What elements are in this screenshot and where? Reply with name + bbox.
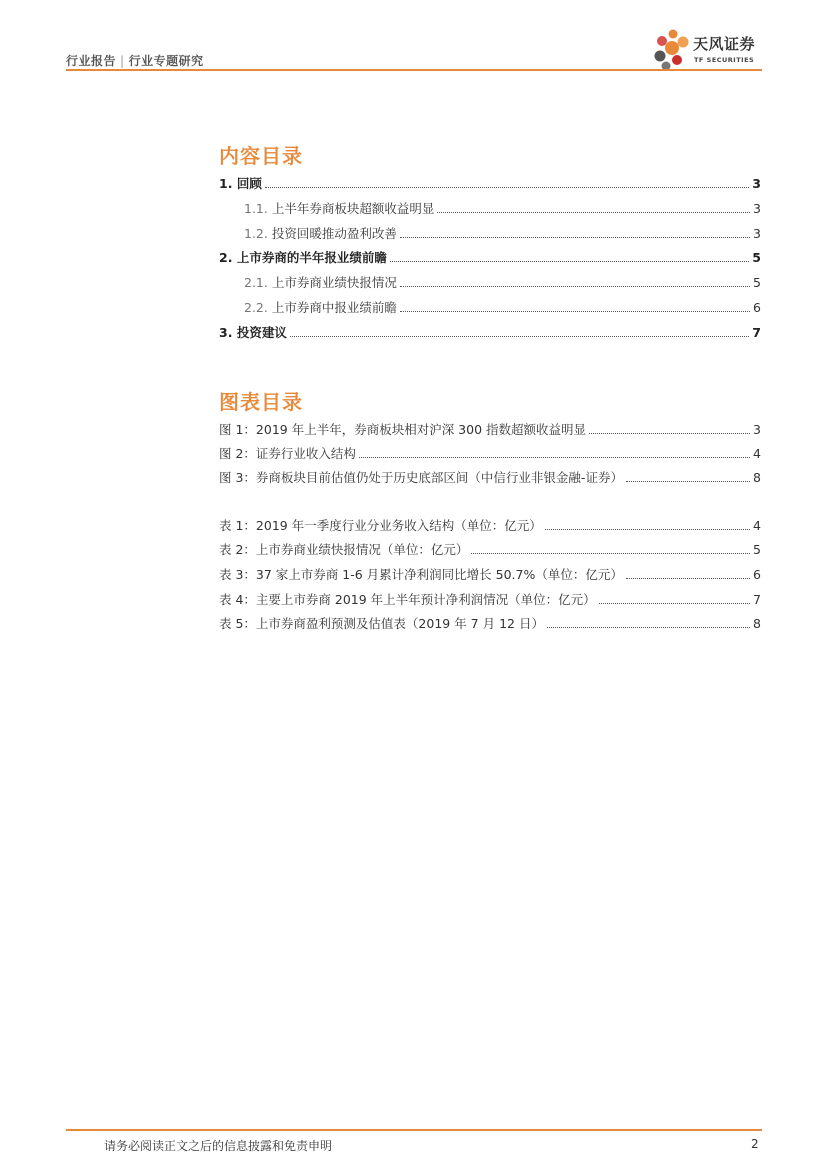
dot-leader xyxy=(400,237,750,238)
table-item-page: 4 xyxy=(753,518,761,533)
toc-item[interactable] xyxy=(219,323,761,341)
header-separator: | xyxy=(120,54,125,68)
figure-item-label: 图 1：2019 年上半年，券商板块相对沪深 300 指数超额收益明显 xyxy=(219,422,587,437)
figure-item-page: 8 xyxy=(753,470,761,485)
toc-item[interactable] xyxy=(219,224,761,242)
dot-leader xyxy=(437,212,750,213)
toc-item[interactable] xyxy=(219,273,761,291)
table-item-label: 表 4：主要上市券商 2019 年上半年预计净利润情况（单位：亿元） xyxy=(219,592,596,607)
table-item[interactable] xyxy=(219,590,761,608)
toc-item-label: 1.2. 投资回暖推动盈利改善 xyxy=(244,226,397,241)
figures-title: 图表目录 xyxy=(219,390,303,414)
dot-leader xyxy=(547,627,750,628)
table-item[interactable] xyxy=(219,565,761,583)
table-item-page: 7 xyxy=(753,592,761,607)
brand-logo xyxy=(650,26,768,72)
dot-leader xyxy=(626,578,750,579)
toc-item-page: 6 xyxy=(753,300,761,315)
footer-disclaimer: 请务必阅读正文之后的信息披露和免责申明 xyxy=(104,1139,333,1153)
table-item-label: 表 1：2019 年一季度行业分业务收入结构（单位：亿元） xyxy=(219,518,542,533)
dot-leader xyxy=(545,529,750,530)
figure-item-label: 图 2：证券行业收入结构 xyxy=(219,446,356,461)
dot-leader xyxy=(359,457,750,458)
toc-item-page: 3 xyxy=(753,201,761,216)
dot-leader xyxy=(599,603,750,604)
flower-logo-icon xyxy=(650,26,692,72)
dot-leader xyxy=(400,286,750,287)
report-header xyxy=(66,52,204,69)
table-item-page: 8 xyxy=(753,616,761,631)
toc-item-label: 1.1. 上半年券商板块超额收益明显 xyxy=(244,201,435,216)
toc-item-label: 2. 上市券商的半年报业绩前瞻 xyxy=(219,250,387,265)
figure-item[interactable] xyxy=(219,468,761,486)
footer-divider xyxy=(66,1129,762,1131)
figure-item-page: 3 xyxy=(753,422,761,437)
brand-name-cn: 天风证券 xyxy=(693,35,756,53)
toc-item-page: 5 xyxy=(753,275,761,290)
table-item-label: 表 5：上市券商盈利预测及估值表（2019 年 7 月 12 日） xyxy=(219,616,544,631)
toc-item[interactable] xyxy=(219,298,761,316)
toc-item[interactable] xyxy=(219,248,761,266)
report-category: 行业报告 xyxy=(66,54,117,68)
figure-item-page: 4 xyxy=(753,446,761,461)
dot-leader xyxy=(390,261,749,262)
toc-item-label: 3. 投资建议 xyxy=(219,325,287,340)
toc-item-label: 2.1. 上市券商业绩快报情况 xyxy=(244,275,397,290)
brand-name-en: TF SECURITIES xyxy=(694,56,755,64)
figure-item[interactable] xyxy=(219,420,761,438)
table-item[interactable] xyxy=(219,516,761,534)
dot-leader xyxy=(400,311,750,312)
report-subcategory: 行业专题研究 xyxy=(128,54,204,68)
table-item-label: 表 3：37 家上市券商 1-6 月累计净利润同比增长 50.7%（单位：亿元） xyxy=(219,567,623,582)
table-item[interactable] xyxy=(219,540,761,558)
toc-title: 内容目录 xyxy=(219,144,303,168)
toc-item-label: 1. 回顾 xyxy=(219,176,262,191)
toc-item-page: 5 xyxy=(752,250,761,265)
figure-item-label: 图 3：券商板块目前估值仍处于历史底部区间（中信行业非银金融-证券） xyxy=(219,470,623,485)
toc-item-page: 7 xyxy=(752,325,761,340)
toc-item-label: 2.2. 上市券商中报业绩前瞻 xyxy=(244,300,397,315)
header-divider xyxy=(66,69,762,71)
page-number: 2 xyxy=(751,1137,759,1151)
table-item-page: 6 xyxy=(753,567,761,582)
dot-leader xyxy=(471,553,750,554)
figure-item[interactable] xyxy=(219,444,761,462)
toc-item-page: 3 xyxy=(752,176,761,191)
toc-item[interactable] xyxy=(219,199,761,217)
dot-leader xyxy=(589,433,750,434)
table-item-label: 表 2：上市券商业绩快报情况（单位：亿元） xyxy=(219,542,469,557)
table-item-page: 5 xyxy=(753,542,761,557)
table-item[interactable] xyxy=(219,614,761,632)
dot-leader xyxy=(265,187,749,188)
dot-leader xyxy=(290,336,749,337)
dot-leader xyxy=(626,481,750,482)
toc-item[interactable] xyxy=(219,174,761,192)
toc-item-page: 3 xyxy=(753,226,761,241)
